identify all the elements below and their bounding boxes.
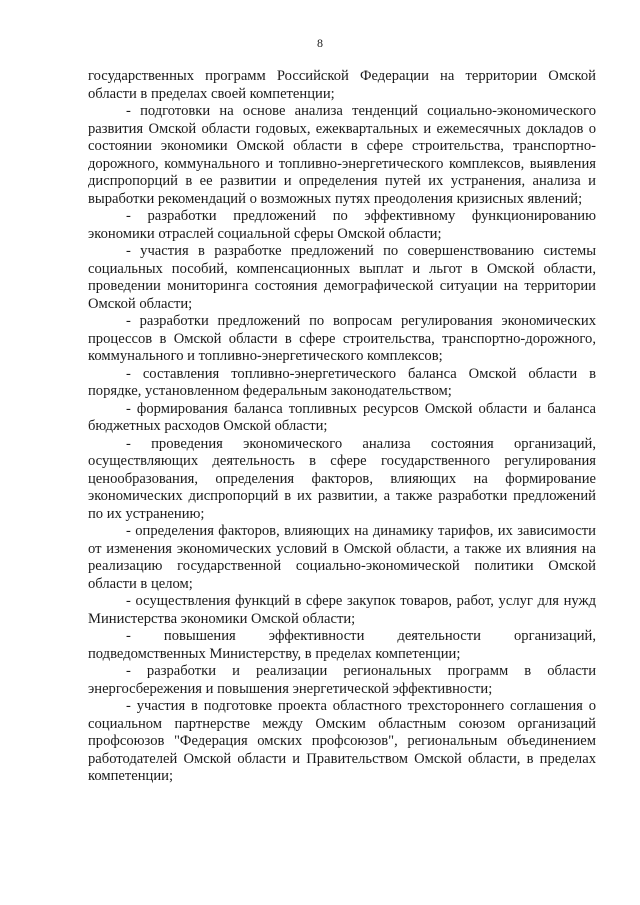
paragraph-5: - разработки предложений по вопросам регулирования экономических процессов в Омской области в сфере строительства, транспортно-дорожного, коммунального и топливно-энергетического комплексов; — [88, 313, 596, 364]
paragraph-3: - разработки предложений по эффективному функционированию экономики отраслей социальной сферы Омской области; — [88, 208, 596, 242]
paragraph-2: - подготовки на основе анализа тенденций социально-экономического развития Омской области годовых, ежеквартальных и ежемесячных докладов о состоянии экономики Омской области в сфере строительства, транспортно-дорожного, коммунального и топливно-энергетического комплексов, выявления диспропорций в ее развитии и определения путей их устранения, анализа и выработки рекомендаций о возможных путях преодоления кризисных явлений; — [88, 103, 596, 207]
paragraph-4: - участия в разработке предложений по совершенствованию системы социальных пособий, компенсационных выплат и льгот в Омской области, проведении мониторинга состояния демографической ситуации на территории Омской области; — [88, 243, 596, 312]
paragraph-12: - разработки и реализации региональных программ в области энергосбережения и повышения энергетической эффективности; — [88, 663, 596, 697]
paragraph-11: - повышения эффективности деятельности организаций, подведомственных Министерству, в пределах компетенции; — [88, 628, 596, 662]
paragraph-6: - составления топливно-энергетического баланса Омской области в порядке, установленном федеральным законодательством; — [88, 365, 596, 399]
paragraph-7: - формирования баланса топливных ресурсов Омской области и баланса бюджетных расходов Омской области; — [88, 400, 596, 434]
paragraph-8: - проведения экономического анализа состояния организаций, осуществляющих деятельность в сфере государственного регулирования ценообразования, определения факторов, влияющих на формирование экономических диспропорций в их развитии, а также разработки предложений по их устранению; — [88, 435, 596, 522]
page-number: 8 — [317, 36, 323, 50]
document-body — [88, 68, 596, 786]
paragraph-1: государственных программ Российской Федерации на территории Омской области в пределах своей компетенции; — [88, 68, 596, 102]
paragraph-9: - определения факторов, влияющих на динамику тарифов, их зависимости от изменения экономических условий в Омской области, а также их влияния на реализацию государственной социально-экономической политики Омской области в целом; — [88, 523, 596, 592]
paragraph-10: - осуществления функций в сфере закупок товаров, работ, услуг для нужд Министерства экономики Омской области; — [88, 593, 596, 627]
paragraph-13: - участия в подготовке проекта областного трехстороннего соглашения о социальном партнерстве между Омским областным союзом организаций профсоюзов "Федерация омских профсоюзов", региональным объединением работодателей Омской области и Правительством Омской области, в пределах компетенции; — [88, 698, 596, 784]
